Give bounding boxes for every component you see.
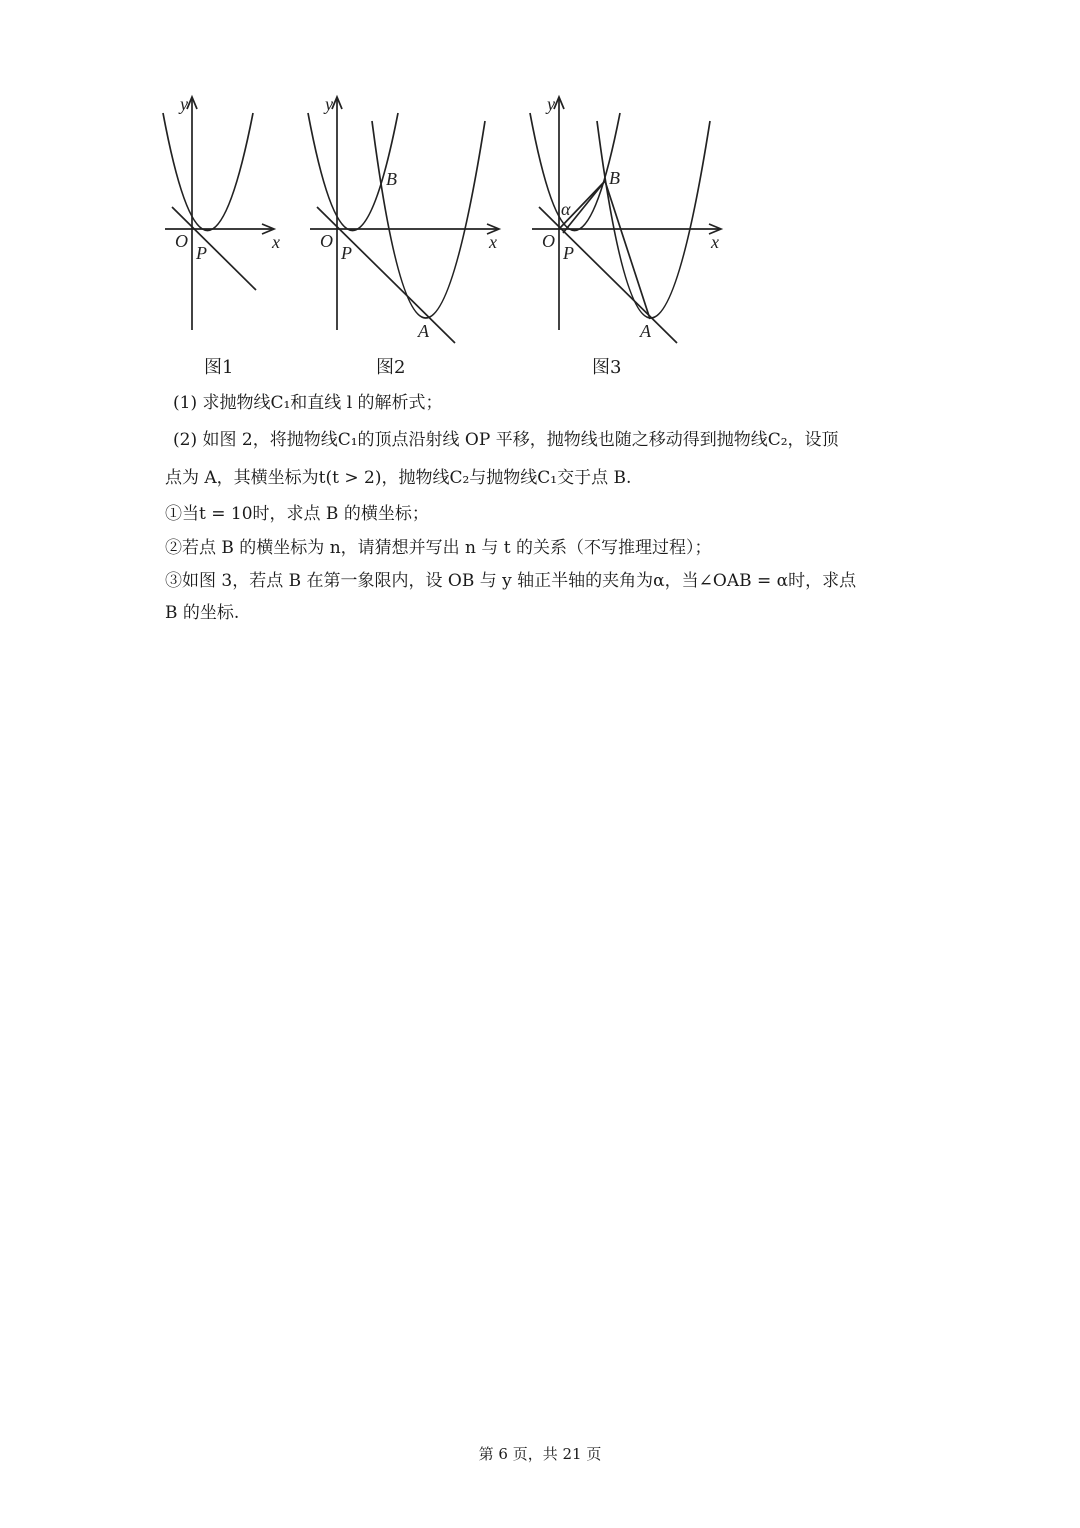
label-y: y	[547, 94, 555, 114]
label-a: A	[418, 321, 429, 341]
question-2-line-1: (2) 如图 2，将抛物线C₁的顶点沿射线 OP 平移，抛物线也随之移动得到抛物线C₂，设顶	[173, 430, 839, 450]
page-footer: 第 6 页，共 21 页	[478, 1445, 602, 1463]
figure-1	[160, 85, 290, 345]
label-x: x	[489, 232, 497, 252]
label-x: x	[711, 232, 719, 252]
label-b: B	[609, 168, 620, 188]
question-1: (1) 求抛物线C₁和直线 l 的解析式；	[173, 393, 443, 413]
label-alpha: α	[561, 199, 571, 219]
sub-question-3-line-1: ③如图 3，若点 B 在第一象限内，设 OB 与 y 轴正半轴的夹角为α，当∠OAB = α时，求点	[165, 571, 857, 591]
caption-figure-2: 图2	[376, 357, 406, 378]
caption-figure-1: 图1	[204, 357, 234, 378]
sub-question-1: ①当t = 10时，求点 B 的横坐标；	[165, 504, 429, 524]
caption-figure-3: 图3	[592, 357, 622, 378]
figure-3	[527, 85, 727, 355]
label-p: P	[563, 243, 574, 263]
figure-2	[305, 85, 505, 355]
sub-question-2: ②若点 B 的横坐标为 n，请猜想并写出 n 与 t 的关系（不写推理过程）；	[165, 538, 712, 558]
label-a: A	[640, 321, 651, 341]
label-o: O	[320, 231, 333, 251]
label-p: P	[196, 243, 207, 263]
sub-question-3-line-2: B 的坐标.	[165, 603, 240, 623]
label-y: y	[180, 94, 188, 114]
label-b: B	[386, 169, 397, 189]
label-p: P	[341, 243, 352, 263]
segment-ba	[605, 181, 650, 319]
label-o: O	[542, 231, 555, 251]
parabola-c1	[308, 113, 398, 231]
parabola-c2	[372, 121, 485, 318]
label-y: y	[325, 94, 333, 114]
label-x: x	[272, 232, 280, 252]
parabola-c1	[163, 113, 253, 231]
figures	[150, 85, 750, 375]
question-2-line-2: 点为 A，其横坐标为t(t > 2)，抛物线C₂与抛物线C₁交于点 B.	[165, 468, 632, 488]
parabola-c2	[597, 121, 710, 318]
label-o: O	[175, 231, 188, 251]
